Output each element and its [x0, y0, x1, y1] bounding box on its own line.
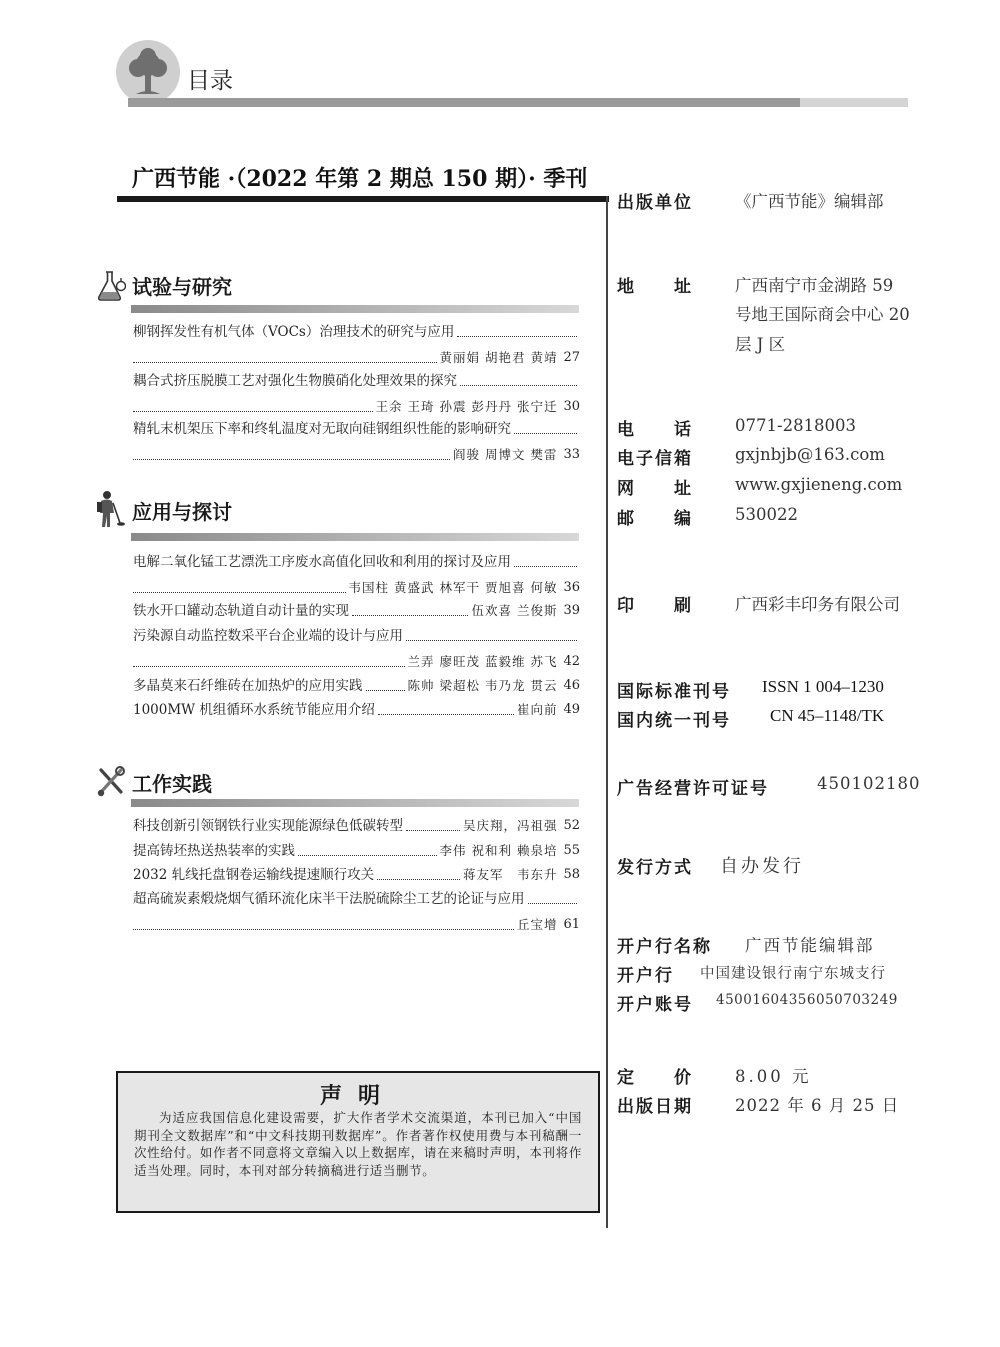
- distribution-value: 自办发行: [720, 856, 804, 877]
- toc-entry[interactable]: [133, 866, 580, 884]
- entry-authors: 韦国柱 黄盛武 林军干 贾旭喜 何敏: [348, 580, 558, 595]
- toc-entry[interactable]: [133, 627, 580, 671]
- cn-label: 国内统一刊号: [617, 711, 731, 731]
- entry-title: 耦合式挤压脱膜工艺对强化生物膜硝化处理效果的探究: [133, 373, 457, 389]
- address-label: 地 址: [617, 277, 693, 297]
- address-line-3: 层 J 区: [735, 335, 786, 354]
- entry-authors: 蒋友军 韦东升: [462, 867, 558, 882]
- entry-authors: 伍欢喜 兰俊斯: [471, 603, 558, 618]
- entry-title: 1000MW 机组循环水系统节能应用介绍: [133, 702, 375, 718]
- header-bar-end: [800, 98, 908, 107]
- price-value: 8.00 元: [735, 1067, 812, 1086]
- bank-label: 开户行: [617, 966, 674, 986]
- email-value: gxjnbjb@163.com: [735, 445, 885, 464]
- entry-title: 柳钢挥发性有机气体（VOCs）治理技术的研究与应用: [133, 324, 455, 340]
- entry-title: 污染源自动监控数采平台企业端的设计与应用: [133, 628, 403, 644]
- entry-authors: 陈帅 梁超松 韦乃龙 贯云: [407, 678, 558, 693]
- notice-body: 为适应我国信息化建设需要，扩大作者学术交流渠道，本刊已加入“中国期刊全文数据库”和“中文科技期刊数据库”。作者著作权使用费与本刊稿酬一次性给付。如作者不同意将文章编入以上数据库，请在来稿时声明，本刊将作适当处理。同时，本刊对部分转摘稿进行适当删节。: [134, 1110, 582, 1178]
- column-divider: [606, 196, 608, 1228]
- entry-title: 提高铸坯热送热装率的实践: [133, 843, 295, 859]
- entry-authors: 王余 王琦 孙震 彭丹丹 张宁迁: [375, 399, 558, 414]
- entry-page: 49: [563, 702, 580, 717]
- account-name-value: 广西节能编辑部: [745, 936, 875, 955]
- entry-page: 46: [563, 678, 580, 693]
- account-name-label: 开户行名称: [617, 937, 712, 957]
- section-underline: [131, 533, 579, 541]
- issue-title-rule: [117, 196, 609, 202]
- website-value: www.gxjieneng.com: [735, 475, 903, 494]
- price-label: 定 价: [617, 1068, 693, 1088]
- entry-authors: 吴庆翔，冯祖强: [462, 818, 558, 833]
- page-title: 目录: [187, 68, 233, 94]
- toc-entry[interactable]: [133, 701, 580, 719]
- toc-entry[interactable]: [133, 842, 580, 860]
- website-label: 网 址: [617, 479, 693, 499]
- section-underline: [131, 305, 579, 313]
- section-title: 试验与研究: [132, 275, 232, 299]
- entry-authors: 李伟 祝和利 赖泉培: [439, 843, 558, 858]
- distribution-label: 发行方式: [617, 858, 693, 878]
- entry-page: 61: [563, 917, 580, 932]
- entry-title: 多晶莫来石纤维砖在加热炉的应用实践: [133, 678, 363, 694]
- account-number-value: 45001604356050703249: [716, 992, 898, 1008]
- entry-authors: 黄丽娟 胡艳君 黄靖: [439, 350, 558, 365]
- tree-icon: [116, 40, 180, 104]
- ad-license-value: 450102180: [817, 774, 921, 793]
- phone-value: 0771-2818003: [735, 416, 857, 435]
- ad-license-label: 广告经营许可证号: [617, 779, 769, 799]
- printer-label: 印 刷: [617, 596, 693, 616]
- entry-page: 58: [563, 867, 580, 882]
- issn-value: ISSN 1 004–1230: [762, 677, 884, 696]
- toc-entry[interactable]: [133, 420, 580, 464]
- postcode-value: 530022: [735, 505, 798, 524]
- header-emblem: [116, 40, 180, 104]
- address-line-1: 广西南宁市金湖路 59: [735, 276, 894, 295]
- entry-page: 30: [563, 399, 580, 414]
- section-underline: [131, 799, 579, 807]
- issue-title: 广西节能 ·（2022 年第 2 期总 150 期）· 季刊: [132, 166, 588, 192]
- toc-entry[interactable]: [133, 817, 580, 835]
- entry-page: 52: [563, 818, 580, 833]
- email-label: 电子信箱: [617, 449, 693, 469]
- toc-entry[interactable]: [133, 890, 580, 934]
- toc-entry[interactable]: [133, 677, 580, 695]
- entry-title: 超高硫炭素煅烧烟气循环流化床半干法脱硫除尘工艺的论证与应用: [133, 891, 525, 907]
- entry-title: 2032 轧线托盘钢卷运输线提速顺行攻关: [133, 867, 375, 883]
- entry-title: 精轧末机架压下率和终轧温度对无取向硅钢组织性能的影响研究: [133, 421, 511, 437]
- tools-icon: [96, 765, 126, 799]
- header-bar: [128, 98, 800, 107]
- entry-page: 42: [563, 654, 580, 669]
- section-title: 应用与探讨: [132, 500, 232, 524]
- publisher-value: 《广西节能》编辑部: [735, 192, 884, 211]
- publisher-label: 出版单位: [617, 193, 693, 213]
- entry-title: 电解二氧化锰工艺漂洗工序废水高值化回收和利用的探讨及应用: [133, 554, 511, 570]
- toc-entry[interactable]: [133, 372, 580, 416]
- issn-label: 国际标准刊号: [617, 682, 731, 702]
- entry-page: 39: [563, 603, 580, 618]
- cn-value: CN 45–1148/TK: [770, 706, 885, 725]
- entry-page: 33: [563, 447, 580, 462]
- toc-entry[interactable]: [133, 602, 580, 620]
- toc-entry[interactable]: [133, 553, 580, 597]
- postcode-label: 邮 编: [617, 509, 693, 529]
- toc-entry[interactable]: [133, 323, 580, 367]
- flask-icon: [96, 268, 126, 302]
- entry-page: 27: [563, 350, 580, 365]
- account-number-label: 开户账号: [617, 995, 693, 1015]
- entry-authors: 崔向前: [516, 702, 558, 717]
- entry-authors: 丘宝增: [516, 917, 558, 932]
- section-title: 工作实践: [132, 772, 212, 796]
- printer-value: 广西彩丰印务有限公司: [735, 595, 900, 614]
- entry-title: 铁水开口罐动态轨道自动计量的实现: [133, 603, 349, 619]
- notice-title: 声明: [319, 1084, 396, 1109]
- entry-authors: 阎骏 周博文 樊雷: [453, 447, 558, 462]
- publish-date-label: 出版日期: [617, 1097, 693, 1117]
- entry-page: 36: [563, 580, 580, 595]
- bank-value: 中国建设银行南宁东城支行: [700, 966, 886, 982]
- phone-label: 电 话: [617, 420, 693, 440]
- copyright-notice: [116, 1071, 600, 1213]
- address-line-2: 号地王国际商会中心 20: [735, 305, 910, 324]
- publish-date-value: 2022 年 6 月 25 日: [735, 1096, 900, 1115]
- entry-title: 科技创新引领钢铁行业实现能源绿色低碳转型: [133, 818, 403, 834]
- worker-icon: [96, 489, 126, 529]
- entry-authors: 兰弄 廖旺茂 蓝毅维 苏飞: [407, 654, 558, 669]
- entry-page: 55: [563, 843, 580, 858]
